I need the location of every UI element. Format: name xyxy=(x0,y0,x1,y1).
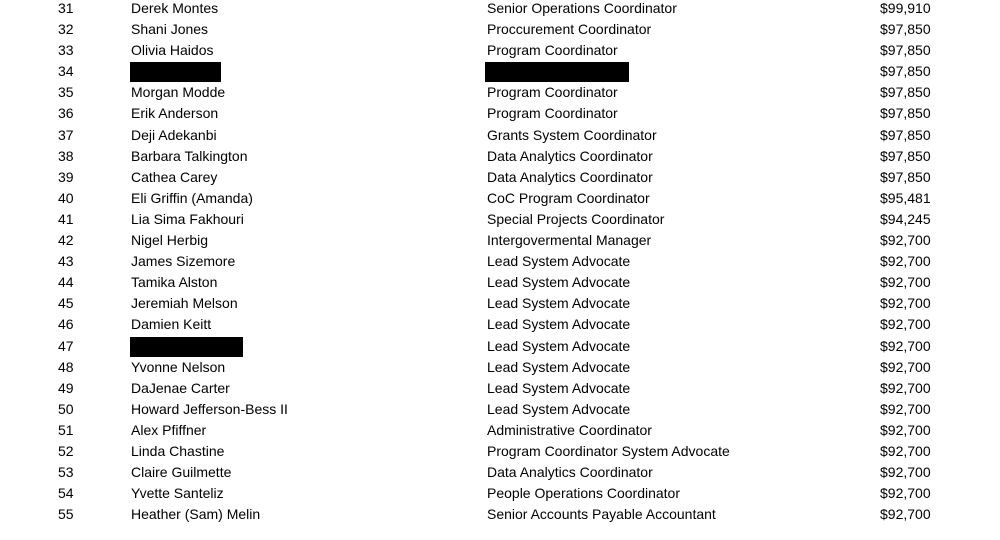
redacted-name-block xyxy=(130,62,221,82)
row-number: 33 xyxy=(58,42,74,59)
employee-name: Alex Pfiffner xyxy=(131,421,207,438)
employee-name: Cathea Carey xyxy=(131,168,218,185)
job-title: Program Coordinator xyxy=(487,42,618,59)
employee-name: Tamika Alston xyxy=(131,274,218,291)
row-number: 46 xyxy=(58,316,74,333)
salary-value: $92,700 xyxy=(880,400,931,417)
employee-name: Barbara Talkington xyxy=(131,147,248,164)
employee-name: Yvonne Nelson xyxy=(131,358,226,375)
job-title: Data Analytics Coordinator xyxy=(487,147,653,164)
table-row xyxy=(0,272,1000,293)
row-number: 39 xyxy=(58,168,74,185)
job-title: Data Analytics Coordinator xyxy=(487,464,653,481)
salary-value: $95,481 xyxy=(880,189,931,206)
row-number: 43 xyxy=(58,253,74,270)
job-title: Administrative Coordinator xyxy=(487,421,652,438)
salary-value: $92,700 xyxy=(880,358,931,375)
salary-value: $99,910 xyxy=(880,0,931,16)
employee-name: Heather (Sam) Melin xyxy=(131,506,261,523)
job-title: Lead System Advocate xyxy=(487,316,631,333)
employee-name: Damien Keitt xyxy=(131,316,212,333)
table-row xyxy=(0,441,1000,462)
employee-name: Yvette Santeliz xyxy=(131,485,224,502)
table-row xyxy=(0,378,1000,399)
salary-value: $92,700 xyxy=(880,421,931,438)
job-title: Lead System Advocate xyxy=(487,358,631,375)
redacted-name-block xyxy=(130,337,243,357)
table-row xyxy=(0,314,1000,335)
row-number: 50 xyxy=(58,400,74,417)
row-number: 31 xyxy=(58,0,74,16)
table-row xyxy=(0,483,1000,504)
row-number: 55 xyxy=(58,506,74,523)
table-row xyxy=(0,420,1000,441)
table-row xyxy=(0,462,1000,483)
job-title: Lead System Advocate xyxy=(487,337,631,354)
salary-value: $92,700 xyxy=(880,253,931,270)
table-row xyxy=(0,336,1000,357)
salary-value: $92,700 xyxy=(880,232,931,249)
row-number: 49 xyxy=(58,379,74,396)
table-row xyxy=(0,293,1000,314)
row-number: 45 xyxy=(58,295,74,312)
table-row xyxy=(0,188,1000,209)
salary-value: $97,850 xyxy=(880,84,931,101)
employee-name: Olivia Haidos xyxy=(131,42,214,59)
row-number: 52 xyxy=(58,442,74,459)
row-number: 54 xyxy=(58,485,74,502)
table-row xyxy=(0,103,1000,124)
table-row xyxy=(0,61,1000,82)
job-title: Program Coordinator System Advocate xyxy=(487,442,730,459)
table-row xyxy=(0,251,1000,272)
row-number: 48 xyxy=(58,358,74,375)
job-title: Data Analytics Coordinator xyxy=(487,168,653,185)
salary-value: $97,850 xyxy=(880,147,931,164)
salary-value: $92,700 xyxy=(880,485,931,502)
row-number: 53 xyxy=(58,464,74,481)
table-row xyxy=(0,125,1000,146)
employee-name: Claire Guilmette xyxy=(131,464,232,481)
row-number: 35 xyxy=(58,84,74,101)
row-number: 34 xyxy=(58,63,74,80)
table-row xyxy=(0,399,1000,420)
salary-value: $97,850 xyxy=(880,126,931,143)
row-number: 42 xyxy=(58,232,74,249)
redacted-title-block xyxy=(485,62,629,82)
salary-value: $92,700 xyxy=(880,442,931,459)
employee-name: Shani Jones xyxy=(131,21,209,38)
employee-name: Nigel Herbig xyxy=(131,232,209,249)
salary-value: $97,850 xyxy=(880,63,931,80)
employee-name: DaJenae Carter xyxy=(131,379,230,396)
salary-value: $92,700 xyxy=(880,295,931,312)
table-row xyxy=(0,504,1000,525)
salary-value: $97,850 xyxy=(880,105,931,122)
row-number: 37 xyxy=(58,126,74,143)
row-number: 47 xyxy=(58,337,74,354)
employee-name: Lia Sima Fakhouri xyxy=(131,210,244,227)
job-title: Proccurement Coordinator xyxy=(487,21,652,38)
row-number: 40 xyxy=(58,189,74,206)
job-title: Lead System Advocate xyxy=(487,379,631,396)
job-title: Special Projects Coordinator xyxy=(487,210,665,227)
job-title: Program Coordinator xyxy=(487,105,618,122)
row-number: 36 xyxy=(58,105,74,122)
salary-value: $97,850 xyxy=(880,168,931,185)
employee-name: James Sizemore xyxy=(131,253,236,270)
job-title: Senior Operations Coordinator xyxy=(487,0,677,16)
job-title: Lead System Advocate xyxy=(487,253,631,270)
job-title: Senior Accounts Payable Accountant xyxy=(487,506,716,523)
table-row xyxy=(0,82,1000,103)
table-row xyxy=(0,230,1000,251)
employee-name: Jeremiah Melson xyxy=(131,295,238,312)
job-title: Intergovermental Manager xyxy=(487,232,652,249)
salary-value: $92,700 xyxy=(880,379,931,396)
row-number: 32 xyxy=(58,21,74,38)
table-row xyxy=(0,146,1000,167)
employee-name: Erik Anderson xyxy=(131,105,219,122)
row-number: 51 xyxy=(58,421,74,438)
row-number: 44 xyxy=(58,274,74,291)
employee-name: Linda Chastine xyxy=(131,442,225,459)
table-row xyxy=(0,167,1000,188)
salary-value: $92,700 xyxy=(880,506,931,523)
job-title: Program Coordinator xyxy=(487,84,618,101)
job-title: CoC Program Coordinator xyxy=(487,189,650,206)
salary-value: $92,700 xyxy=(880,316,931,333)
job-title: Grants System Coordinator xyxy=(487,126,657,143)
table-row xyxy=(0,0,1000,19)
job-title: Lead System Advocate xyxy=(487,274,631,291)
salary-value: $92,700 xyxy=(880,464,931,481)
employee-name: Howard Jefferson-Bess II xyxy=(131,400,288,417)
salary-value: $92,700 xyxy=(880,274,931,291)
job-title: Lead System Advocate xyxy=(487,295,631,312)
salary-value: $92,700 xyxy=(880,337,931,354)
salary-value: $97,850 xyxy=(880,42,931,59)
salary-value: $97,850 xyxy=(880,21,931,38)
table-row xyxy=(0,209,1000,230)
job-title: Lead System Advocate xyxy=(487,400,631,417)
row-number: 38 xyxy=(58,147,74,164)
table-row xyxy=(0,19,1000,40)
table-row xyxy=(0,357,1000,378)
row-number: 41 xyxy=(58,210,74,227)
table-row xyxy=(0,40,1000,61)
employee-name: Eli Griffin (Amanda) xyxy=(131,189,253,206)
employee-name: Deji Adekanbi xyxy=(131,126,217,143)
salary-value: $94,245 xyxy=(880,210,931,227)
employee-name: Morgan Modde xyxy=(131,84,226,101)
job-title: People Operations Coordinator xyxy=(487,485,681,502)
employee-name: Derek Montes xyxy=(131,0,219,16)
